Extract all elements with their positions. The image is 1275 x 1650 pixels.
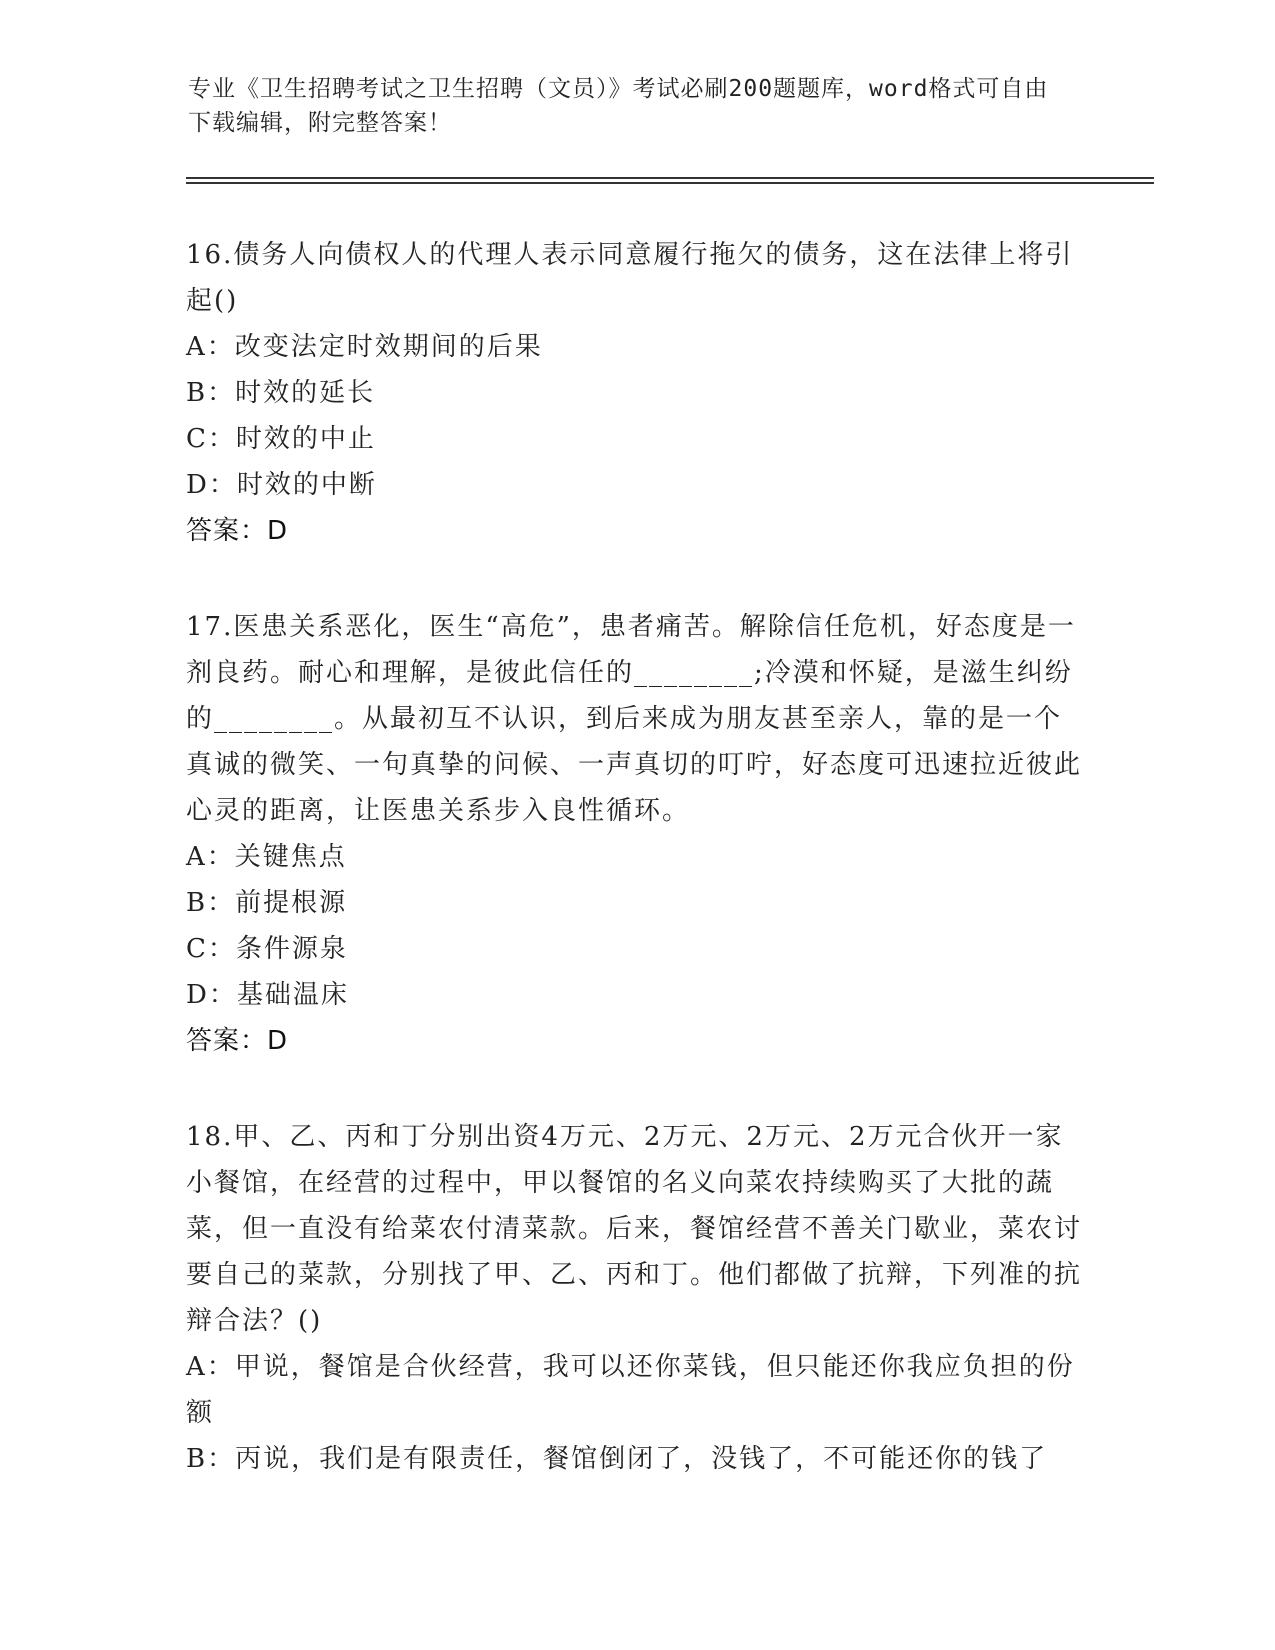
option-b: B：前提根源: [186, 888, 348, 918]
option-c: C：条件源泉: [186, 934, 348, 964]
answer-line: 答案：D: [186, 516, 289, 546]
option-a: A：关键焦点: [186, 842, 347, 872]
header-divider-bottom: [186, 182, 1154, 184]
option-b: B：时效的延长: [186, 378, 376, 408]
question-stem: 17.医患关系恶化，医生“高危”，患者痛苦。解除信任危机，好态度是一剂良药。耐心和理解，是彼此信任的________;冷漠和怀疑，是滋生纠纷的________。从最初互不认识，到后来成为朋友甚至亲人，靠的是一个真诚的微笑、一句真挚的问候、一声真切的叮咛，好态度可迅速拉近彼此心灵的距离，让医患关系步入良性循环。: [186, 612, 1083, 826]
option-b: B：丙说，我们是有限责任，餐馆倒闭了，没钱了，不可能还你的钱了: [186, 1444, 1048, 1474]
answer-line: 答案：D: [186, 1026, 289, 1056]
option-a: A：改变法定时效期间的后果: [186, 332, 543, 362]
question-stem: 18.甲、乙、丙和丁分别出资4万元、2万元、2万元、2万元合伙开一家小餐馆，在经营的过程中，甲以餐馆的名义向菜农持续购买了大批的蔬菜，但一直没有给菜农付清菜款。后来，餐馆经营不善关门歇业，菜农讨要自己的菜款，分别找了甲、乙、丙和丁。他们都做了抗辩，下列准的抗辩合法？(): [186, 1122, 1083, 1336]
option-d: D：基础温床: [186, 980, 349, 1010]
option-a: A：甲说，餐馆是合伙经营，我可以还你菜钱，但只能还你我应负担的份额: [186, 1352, 1075, 1428]
option-c: C：时效的中止: [186, 424, 376, 454]
question-18: [186, 1114, 1086, 1482]
document-header: [188, 72, 1068, 140]
question-list: [186, 232, 1086, 1532]
question-17: [186, 604, 1086, 1064]
option-d: D：时效的中断: [186, 470, 377, 500]
header-text: 专业《卫生招聘考试之卫生招聘（文员）》考试必刷200题题库，word格式可自由下载编辑，附完整答案！: [188, 76, 1049, 136]
header-divider-top: [186, 177, 1154, 179]
question-stem: 16.债务人向债权人的代理人表示同意履行拖欠的债务，这在法律上将引起(): [186, 240, 1074, 316]
question-16: [186, 232, 1086, 554]
